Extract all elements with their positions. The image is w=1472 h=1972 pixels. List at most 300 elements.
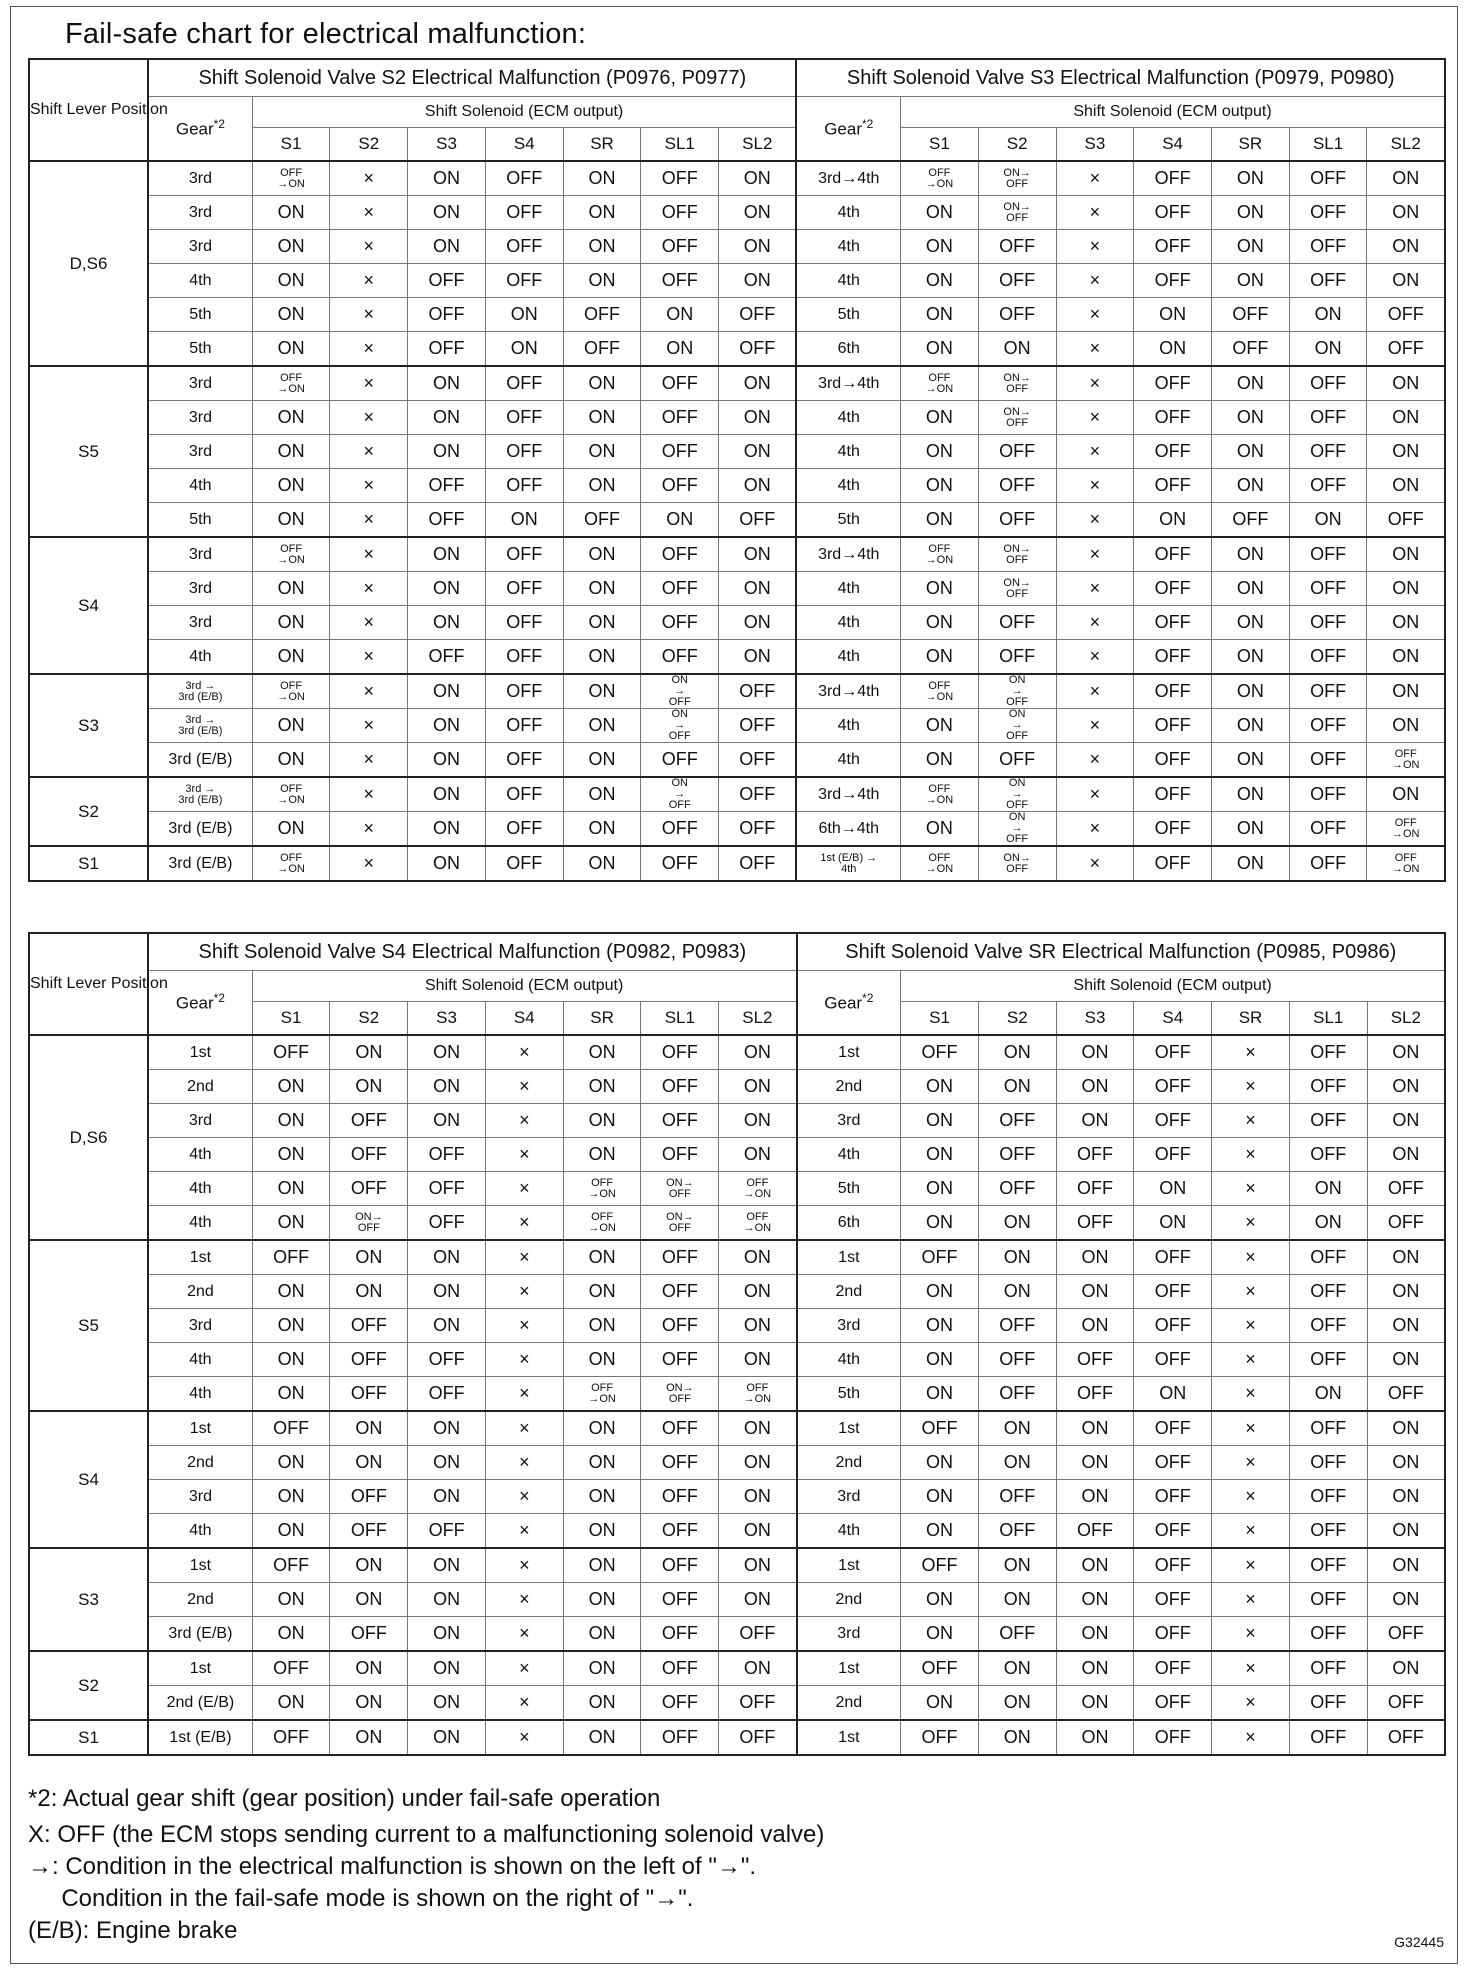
solenoid-state-cell: ON xyxy=(408,743,486,778)
solenoid-state-cell: ON xyxy=(408,196,486,230)
solenoid-state-cell: ON xyxy=(1367,1548,1445,1583)
solenoid-state-cell: ON xyxy=(719,161,797,196)
solenoid-state-cell: ON xyxy=(1211,812,1289,847)
solenoid-state-cell: ON xyxy=(1211,743,1289,778)
solenoid-state-cell: OFF xyxy=(1134,1651,1212,1686)
solenoid-state-cell: OFF xyxy=(641,1651,719,1686)
solenoid-state-cell: × xyxy=(1056,401,1134,435)
solenoid-state-cell: ON xyxy=(1056,1309,1134,1343)
solenoid-state-cell: OFF xyxy=(978,1104,1056,1138)
solenoid-state-cell: ON xyxy=(1211,161,1289,196)
solenoid-state-cell: ON xyxy=(252,332,330,367)
solenoid-state-cell: ON xyxy=(252,401,330,435)
solenoid-state-cell: ON xyxy=(978,1720,1056,1755)
shift-lever-position: S2 xyxy=(29,1651,148,1720)
solenoid-state-cell: OFF xyxy=(330,1480,408,1514)
solenoid-state-cell: OFF xyxy=(641,1275,719,1309)
solenoid-state-cell: OFF →ON xyxy=(252,674,330,709)
solenoid-state-cell: × xyxy=(1056,161,1134,196)
left-gear-cell: 1st xyxy=(148,1651,252,1686)
solenoid-state-cell: ON xyxy=(978,1035,1056,1070)
solenoid-state-cell: ON xyxy=(563,572,641,606)
shift-lever-position: S2 xyxy=(29,777,148,846)
left-gear-cell: 2nd xyxy=(148,1070,252,1104)
solenoid-state-cell: ON→ OFF xyxy=(978,366,1056,401)
solenoid-state-cell: OFF xyxy=(1289,1720,1367,1755)
solenoid-state-cell: ON xyxy=(1367,196,1445,230)
solenoid-state-cell: OFF xyxy=(641,1480,719,1514)
solenoid-state-cell: ON xyxy=(1367,1343,1445,1377)
fail-safe-table-1 xyxy=(28,58,1446,882)
solenoid-state-cell: OFF xyxy=(485,196,563,230)
solenoid-state-cell: × xyxy=(1056,332,1134,367)
column-header-s3: S3 xyxy=(408,1002,486,1036)
solenoid-state-cell: ON xyxy=(252,606,330,640)
left-gear-cell: 4th xyxy=(148,469,252,503)
solenoid-state-cell: ON xyxy=(408,230,486,264)
left-gear-cell: 2nd xyxy=(148,1583,252,1617)
left-gear-header: Gear$^{*2}$ xyxy=(148,971,252,1036)
solenoid-state-cell: OFF xyxy=(1134,1514,1212,1549)
right-gear-cell: 1st xyxy=(797,1035,901,1070)
solenoid-state-cell: OFF xyxy=(978,435,1056,469)
left-gear-cell: 2nd xyxy=(148,1275,252,1309)
column-header-sl2: SL2 xyxy=(719,1002,797,1036)
solenoid-state-cell: ON xyxy=(408,1686,486,1721)
solenoid-state-cell: OFF →ON xyxy=(252,366,330,401)
solenoid-state-cell: OFF xyxy=(1211,298,1289,332)
solenoid-state-cell: ON xyxy=(252,572,330,606)
right-gear-cell: 1st (E/B) → 4th xyxy=(796,846,900,881)
table-row xyxy=(29,1446,1445,1480)
solenoid-state-cell: ON xyxy=(719,1514,797,1549)
solenoid-state-cell: OFF xyxy=(485,674,563,709)
solenoid-state-cell: OFF xyxy=(485,812,563,847)
column-header-sl2: SL2 xyxy=(1367,128,1445,162)
column-header-s4: S4 xyxy=(485,128,563,162)
solenoid-state-cell: ON xyxy=(563,1514,641,1549)
solenoid-state-cell: OFF xyxy=(901,1411,979,1446)
solenoid-state-cell: ON xyxy=(1056,1446,1134,1480)
solenoid-state-cell: OFF xyxy=(641,743,719,778)
solenoid-state-cell: ON xyxy=(901,1514,979,1549)
column-header-sl1: SL1 xyxy=(641,1002,719,1036)
solenoid-state-cell: × xyxy=(1212,1070,1290,1104)
gear-footnote-mark: *2 xyxy=(213,117,225,132)
solenoid-state-cell: OFF xyxy=(978,298,1056,332)
solenoid-state-cell: OFF xyxy=(485,264,563,298)
solenoid-state-cell: OFF xyxy=(1134,230,1212,264)
solenoid-state-cell: ON xyxy=(1211,196,1289,230)
header-row-solenoid xyxy=(29,971,1445,1002)
solenoid-state-cell: OFF xyxy=(485,537,563,572)
solenoid-state-cell: ON xyxy=(1056,1617,1134,1652)
solenoid-state-cell: ON xyxy=(563,674,641,709)
table-row xyxy=(29,366,1445,401)
solenoid-state-cell: ON→ OFF xyxy=(978,196,1056,230)
solenoid-state-cell: ON xyxy=(901,469,979,503)
solenoid-state-cell: × xyxy=(485,1104,563,1138)
solenoid-state-cell: × xyxy=(485,1651,563,1686)
right-gear-cell: 1st xyxy=(797,1240,901,1275)
right-gear-cell: 2nd xyxy=(797,1686,901,1721)
solenoid-state-cell: × xyxy=(1212,1446,1290,1480)
table-row xyxy=(29,777,1445,812)
table-row xyxy=(29,1583,1445,1617)
solenoid-state-cell: ON xyxy=(1367,1651,1445,1686)
left-gear-cell: 3rd (E/B) xyxy=(148,743,252,778)
solenoid-state-cell: ON xyxy=(1056,1480,1134,1514)
solenoid-state-cell: ON xyxy=(719,572,797,606)
solenoid-state-cell: OFF xyxy=(485,709,563,743)
solenoid-state-cell: OFF xyxy=(1289,709,1367,743)
gear-footnote-mark: *2 xyxy=(861,117,874,132)
solenoid-state-cell: OFF xyxy=(1289,1138,1367,1172)
solenoid-state-cell: OFF xyxy=(978,1480,1056,1514)
solenoid-state-cell: ON xyxy=(978,1686,1056,1721)
right-gear-cell: 4th xyxy=(796,640,900,675)
solenoid-state-cell: ON→ OFF xyxy=(978,572,1056,606)
solenoid-state-cell: OFF xyxy=(1289,743,1367,778)
solenoid-state-cell: × xyxy=(485,1514,563,1549)
column-header-s4: S4 xyxy=(485,1002,563,1036)
solenoid-state-cell: OFF xyxy=(330,1309,408,1343)
solenoid-state-cell: × xyxy=(330,640,408,675)
left-gear-cell: 5th xyxy=(148,503,252,538)
solenoid-state-cell: OFF xyxy=(1134,366,1212,401)
solenoid-state-cell: OFF xyxy=(330,1172,408,1206)
column-header-sl1: SL1 xyxy=(1289,1002,1367,1036)
solenoid-state-cell: × xyxy=(330,435,408,469)
solenoid-state-cell: ON xyxy=(408,1720,486,1755)
solenoid-state-cell: ON xyxy=(1367,1275,1445,1309)
solenoid-state-cell: ON xyxy=(563,1104,641,1138)
table-row xyxy=(29,846,1445,881)
solenoid-state-cell: OFF xyxy=(1289,1514,1367,1549)
right-gear-cell: 4th xyxy=(796,230,900,264)
solenoid-state-cell: ON xyxy=(252,1686,330,1721)
solenoid-state-cell: OFF xyxy=(1367,1206,1445,1241)
solenoid-state-cell: OFF →ON xyxy=(563,1172,641,1206)
solenoid-state-cell: × xyxy=(1212,1686,1290,1721)
solenoid-state-cell: ON xyxy=(408,1309,486,1343)
solenoid-state-cell: OFF xyxy=(485,846,563,881)
solenoid-state-cell: OFF →ON xyxy=(252,537,330,572)
solenoid-state-cell: ON xyxy=(408,1548,486,1583)
table-row xyxy=(29,264,1445,298)
solenoid-state-cell: OFF xyxy=(1289,1480,1367,1514)
right-gear-cell: 3rd xyxy=(797,1104,901,1138)
solenoid-state-cell: ON xyxy=(1056,1720,1134,1755)
solenoid-state-cell: OFF xyxy=(641,1240,719,1275)
solenoid-state-cell: ON xyxy=(252,743,330,778)
solenoid-state-cell: OFF xyxy=(1289,1309,1367,1343)
solenoid-state-cell: OFF xyxy=(641,640,719,675)
solenoid-state-cell: ON xyxy=(408,1104,486,1138)
solenoid-state-cell: OFF xyxy=(485,366,563,401)
solenoid-state-cell: OFF xyxy=(641,469,719,503)
right-gear-cell: 3rd xyxy=(797,1617,901,1652)
solenoid-state-cell: OFF xyxy=(1289,264,1367,298)
solenoid-state-cell: ON xyxy=(563,1583,641,1617)
solenoid-state-cell: OFF xyxy=(408,1377,486,1412)
left-section-title: Shift Solenoid Valve S2 Electrical Malfunction (P0976, P0977) xyxy=(148,59,796,97)
solenoid-state-cell: × xyxy=(330,674,408,709)
solenoid-state-cell: OFF →ON xyxy=(901,161,979,196)
solenoid-state-cell: ON xyxy=(719,230,797,264)
solenoid-state-cell: OFF xyxy=(252,1720,330,1755)
right-gear-cell: 4th xyxy=(796,743,900,778)
solenoid-state-cell: ON xyxy=(408,1275,486,1309)
solenoid-state-cell: ON xyxy=(719,366,797,401)
solenoid-state-cell: ON xyxy=(563,1651,641,1686)
solenoid-state-cell: ON xyxy=(719,1035,797,1070)
solenoid-state-cell: ON → OFF xyxy=(978,674,1056,709)
solenoid-state-cell: ON xyxy=(408,1617,486,1652)
solenoid-state-cell: OFF xyxy=(408,640,486,675)
solenoid-state-cell: × xyxy=(1056,196,1134,230)
solenoid-state-cell: ON xyxy=(1367,1514,1445,1549)
solenoid-state-cell: OFF xyxy=(978,1138,1056,1172)
solenoid-state-cell: OFF xyxy=(1056,1138,1134,1172)
solenoid-state-cell: ON xyxy=(719,606,797,640)
solenoid-state-cell: ON xyxy=(252,1583,330,1617)
right-gear-cell: 6th→4th xyxy=(796,812,900,847)
solenoid-state-cell: OFF xyxy=(719,777,797,812)
solenoid-state-cell: ON → OFF xyxy=(641,709,719,743)
solenoid-state-cell: ON xyxy=(901,640,979,675)
column-header-sr: SR xyxy=(1211,128,1289,162)
solenoid-state-cell: OFF xyxy=(1134,435,1212,469)
solenoid-state-cell: OFF xyxy=(1289,401,1367,435)
solenoid-state-cell: OFF xyxy=(901,1720,979,1755)
table-row xyxy=(29,1343,1445,1377)
solenoid-state-cell: OFF xyxy=(641,1411,719,1446)
solenoid-state-cell: × xyxy=(485,1480,563,1514)
solenoid-state-cell: ON xyxy=(1367,1411,1445,1446)
table-row xyxy=(29,298,1445,332)
solenoid-state-cell: × xyxy=(1056,366,1134,401)
right-gear-cell: 5th xyxy=(797,1172,901,1206)
solenoid-state-cell: ON xyxy=(563,401,641,435)
solenoid-state-cell: OFF xyxy=(641,1309,719,1343)
table-row xyxy=(29,1070,1445,1104)
solenoid-state-cell: OFF →ON xyxy=(252,846,330,881)
right-gear-cell: 4th xyxy=(797,1138,901,1172)
table-row xyxy=(29,1377,1445,1412)
solenoid-state-cell: ON xyxy=(901,812,979,847)
solenoid-state-cell: ON xyxy=(719,1480,797,1514)
solenoid-state-cell: × xyxy=(1056,812,1134,847)
solenoid-state-cell: × xyxy=(1212,1343,1290,1377)
solenoid-state-cell: OFF →ON xyxy=(563,1206,641,1241)
left-gear-cell: 3rd → 3rd (E/B) xyxy=(148,777,252,812)
solenoid-state-cell: OFF xyxy=(978,606,1056,640)
figure-code: G32445 xyxy=(1394,1934,1444,1950)
solenoid-state-cell: ON xyxy=(563,1548,641,1583)
solenoid-state-cell: OFF xyxy=(1289,1070,1367,1104)
solenoid-state-cell: × xyxy=(1056,503,1134,538)
solenoid-state-cell: OFF xyxy=(1289,674,1367,709)
solenoid-state-cell: ON xyxy=(408,606,486,640)
column-header-s3: S3 xyxy=(408,128,486,162)
solenoid-state-cell: OFF xyxy=(330,1377,408,1412)
right-gear-cell: 4th xyxy=(796,572,900,606)
solenoid-state-cell: OFF xyxy=(1134,469,1212,503)
solenoid-state-cell: ON xyxy=(901,1275,979,1309)
solenoid-state-cell: ON xyxy=(1211,366,1289,401)
left-gear-cell: 1st xyxy=(148,1035,252,1070)
table-row xyxy=(29,1172,1445,1206)
solenoid-state-cell: ON xyxy=(563,1411,641,1446)
left-gear-cell: 3rd → 3rd (E/B) xyxy=(148,674,252,709)
shift-lever-header: Shift Lever Position xyxy=(29,59,148,161)
solenoid-state-cell: × xyxy=(1056,709,1134,743)
solenoid-state-cell: OFF xyxy=(641,264,719,298)
left-gear-cell: 3rd (E/B) xyxy=(148,1617,252,1652)
solenoid-state-cell: OFF xyxy=(719,709,797,743)
solenoid-state-cell: ON xyxy=(901,1583,979,1617)
solenoid-state-cell: OFF →ON xyxy=(252,777,330,812)
gear-footnote-mark: *2 xyxy=(213,991,225,1006)
solenoid-state-cell: ON xyxy=(408,1411,486,1446)
solenoid-state-cell: ON xyxy=(563,606,641,640)
solenoid-state-cell: OFF xyxy=(641,1617,719,1652)
solenoid-state-cell: OFF xyxy=(252,1411,330,1446)
table-row xyxy=(29,812,1445,847)
column-header-sl2: SL2 xyxy=(719,128,797,162)
solenoid-state-cell: OFF xyxy=(641,572,719,606)
solenoid-state-cell: × xyxy=(330,743,408,778)
solenoid-state-cell: × xyxy=(485,1617,563,1652)
solenoid-state-cell: OFF xyxy=(1289,1275,1367,1309)
solenoid-state-cell: OFF xyxy=(978,1514,1056,1549)
solenoid-state-cell: OFF xyxy=(641,1720,719,1755)
solenoid-state-cell: ON xyxy=(901,435,979,469)
solenoid-state-cell: ON xyxy=(1134,503,1212,538)
shift-lever-position: D,S6 xyxy=(29,1035,148,1240)
left-gear-header: Gear$^{*2}$ xyxy=(148,97,252,162)
solenoid-state-cell: OFF xyxy=(641,161,719,196)
left-gear-cell: 3rd (E/B) xyxy=(148,812,252,847)
solenoid-state-cell: OFF xyxy=(719,1617,797,1652)
solenoid-state-cell: ON xyxy=(252,1446,330,1480)
solenoid-state-cell: ON xyxy=(330,1275,408,1309)
table-row xyxy=(29,1240,1445,1275)
solenoid-state-cell: OFF xyxy=(330,1104,408,1138)
solenoid-state-cell: OFF xyxy=(641,1343,719,1377)
solenoid-state-cell: ON xyxy=(1211,606,1289,640)
solenoid-state-cell: ON xyxy=(1367,1138,1445,1172)
solenoid-state-cell: OFF xyxy=(1134,264,1212,298)
solenoid-state-cell: ON xyxy=(408,1240,486,1275)
solenoid-state-cell: ON xyxy=(719,435,797,469)
left-gear-cell: 3rd xyxy=(148,435,252,469)
right-gear-cell: 3rd→4th xyxy=(796,537,900,572)
left-gear-cell: 3rd xyxy=(148,366,252,401)
solenoid-state-cell: ON xyxy=(901,1206,979,1241)
solenoid-state-cell: ON xyxy=(1211,230,1289,264)
solenoid-state-cell: × xyxy=(1056,469,1134,503)
solenoid-state-cell: OFF xyxy=(408,1343,486,1377)
solenoid-state-cell: ON xyxy=(1056,1548,1134,1583)
column-header-sr: SR xyxy=(1212,1002,1290,1036)
solenoid-state-cell: OFF xyxy=(1134,743,1212,778)
solenoid-state-cell: OFF xyxy=(1056,1377,1134,1412)
left-gear-cell: 4th xyxy=(148,1514,252,1549)
solenoid-state-cell: × xyxy=(1056,572,1134,606)
shift-lever-position: S4 xyxy=(29,1411,148,1548)
note-x: X: OFF (the ECM stops sending current to a malfunctioning solenoid valve) xyxy=(28,1821,825,1848)
solenoid-state-cell: ON → OFF xyxy=(978,777,1056,812)
solenoid-state-cell: ON xyxy=(1367,1104,1445,1138)
solenoid-state-cell: ON xyxy=(978,1651,1056,1686)
right-gear-cell: 3rd xyxy=(797,1480,901,1514)
solenoid-state-cell: × xyxy=(330,469,408,503)
solenoid-state-cell: OFF xyxy=(408,1172,486,1206)
solenoid-state-cell: OFF xyxy=(1134,572,1212,606)
solenoid-state-cell: × xyxy=(330,606,408,640)
left-solenoid-header: Shift Solenoid (ECM output) xyxy=(252,97,796,128)
solenoid-state-cell: ON xyxy=(563,230,641,264)
solenoid-state-cell: ON→ OFF xyxy=(641,1377,719,1412)
solenoid-state-cell: ON xyxy=(719,537,797,572)
column-header-sr: SR xyxy=(563,1002,641,1036)
shift-lever-position: S1 xyxy=(29,1720,148,1755)
table-row xyxy=(29,1720,1445,1755)
solenoid-state-cell: OFF xyxy=(719,298,797,332)
solenoid-state-cell: × xyxy=(330,332,408,367)
column-header-s2: S2 xyxy=(330,128,408,162)
table-row xyxy=(29,640,1445,675)
solenoid-state-cell: ON xyxy=(978,1583,1056,1617)
column-header-s1: S1 xyxy=(901,128,979,162)
solenoid-state-cell: ON xyxy=(408,812,486,847)
solenoid-state-cell: × xyxy=(330,161,408,196)
solenoid-state-cell: ON xyxy=(252,230,330,264)
solenoid-state-cell: × xyxy=(1056,264,1134,298)
solenoid-state-cell: ON xyxy=(1134,298,1212,332)
solenoid-state-cell: OFF xyxy=(978,1617,1056,1652)
solenoid-state-cell: OFF xyxy=(1134,1686,1212,1721)
table-row xyxy=(29,1035,1445,1070)
solenoid-state-cell: ON xyxy=(1367,469,1445,503)
solenoid-state-cell: × xyxy=(1056,606,1134,640)
solenoid-state-cell: ON xyxy=(1134,1377,1212,1412)
solenoid-state-cell: ON xyxy=(901,1309,979,1343)
solenoid-state-cell: ON xyxy=(252,1377,330,1412)
solenoid-state-cell: ON xyxy=(1056,1035,1134,1070)
solenoid-state-cell: ON xyxy=(901,298,979,332)
solenoid-state-cell: × xyxy=(485,1548,563,1583)
solenoid-state-cell: × xyxy=(1212,1240,1290,1275)
solenoid-state-cell: ON xyxy=(901,1104,979,1138)
solenoid-state-cell: OFF xyxy=(563,503,641,538)
solenoid-state-cell: OFF xyxy=(641,1548,719,1583)
solenoid-state-cell: OFF xyxy=(1211,503,1289,538)
right-gear-cell: 2nd xyxy=(797,1070,901,1104)
solenoid-state-cell: OFF xyxy=(252,1651,330,1686)
solenoid-state-cell: OFF xyxy=(563,298,641,332)
solenoid-state-cell: OFF xyxy=(1134,196,1212,230)
table-row xyxy=(29,1548,1445,1583)
solenoid-state-cell: ON → OFF xyxy=(641,674,719,709)
solenoid-state-cell: ON xyxy=(252,1275,330,1309)
solenoid-state-cell: OFF xyxy=(485,606,563,640)
solenoid-state-cell: ON xyxy=(901,401,979,435)
solenoid-state-cell: ON xyxy=(563,812,641,847)
solenoid-state-cell: ON xyxy=(1367,1309,1445,1343)
